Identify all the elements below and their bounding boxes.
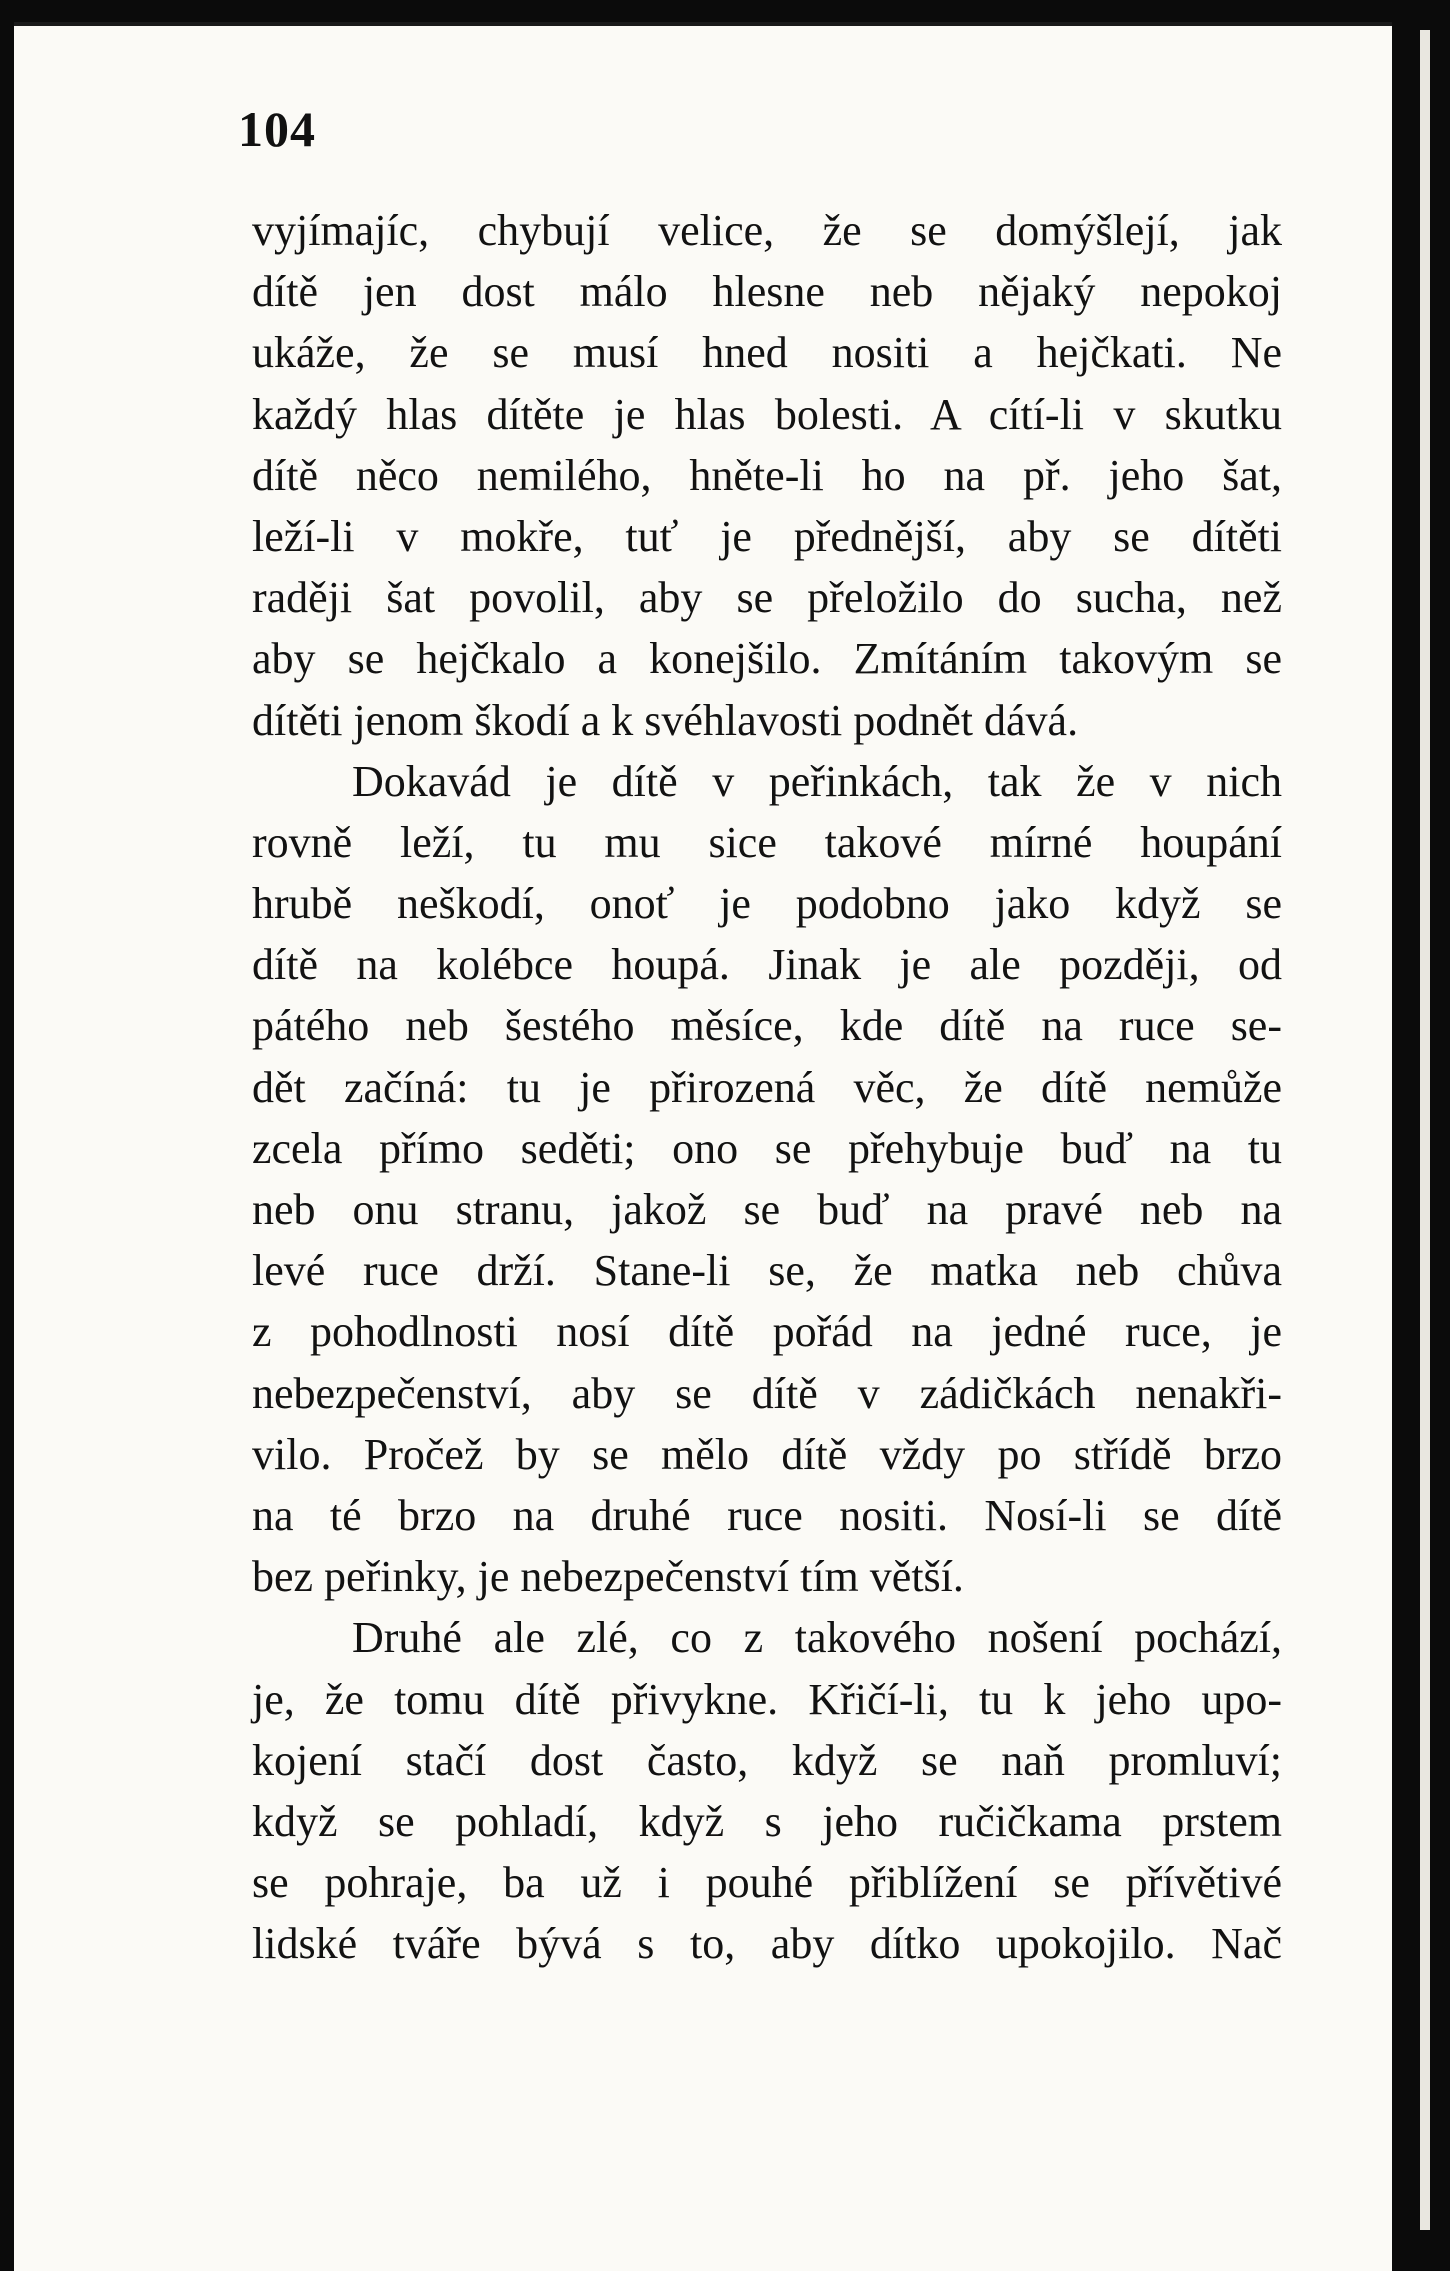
text-line: je, že tomu dítě přivykne. Křičí-li, tu k jeho upo- — [252, 1674, 1282, 1724]
text-line: dítěti jenom škodí a k svéhlavosti podnět dává. — [252, 695, 1079, 745]
paragraph-3 — [252, 1607, 1282, 1974]
text-line: když se pohladí, když s jeho ručičkama prstem — [252, 1796, 1282, 1846]
text-line: se pohraje, ba už i pouhé přiblížení se přívětivé — [252, 1858, 1282, 1908]
text-line: dítě na kolébce houpá. Jinak je ale později, od — [252, 940, 1282, 990]
text-line: Druhé ale zlé, co z takového nošení pochází, — [352, 1613, 1282, 1663]
text-line: každý hlas dítěte je hlas bolesti. A cítí-li v skutku — [252, 389, 1282, 439]
text-line: raději šat povolil, aby se přeložilo do sucha, než — [252, 573, 1282, 623]
text-line: levé ruce drží. Stane-li se, že matka neb chůva — [252, 1246, 1282, 1296]
text-line: ukáže, že se musí hned nositi a hejčkati. Ne — [252, 328, 1282, 378]
text-line: vilo. Pročež by se mělo dítě vždy po střídě brzo — [252, 1429, 1282, 1479]
text-line: zcela přímo seděti; ono se přehybuje buď na tu — [252, 1123, 1282, 1173]
text-line: na té brzo na druhé ruce nositi. Nosí-li se dítě — [252, 1490, 1282, 1540]
text-line: Dokavád je dítě v peřinkách, tak že v nich — [352, 756, 1282, 806]
text-line: neb onu stranu, jakož se buď na pravé neb na — [252, 1185, 1282, 1234]
body-text — [252, 200, 1282, 1974]
text-line: z pohodlnosti nosí dítě pořád na jedné ruce, je — [252, 1307, 1282, 1357]
text-line: lidské tváře bývá s to, aby dítko upokojilo. Nač — [252, 1919, 1282, 1969]
text-line: hrubě neškodí, onoť je podobno jako když se — [252, 879, 1282, 929]
text-line: pátého neb šestého měsíce, kde dítě na ruce se- — [252, 1001, 1282, 1051]
text-line: leží-li v mokře, tuť je přednější, aby se dítěti — [252, 511, 1282, 561]
page-number: 104 — [238, 101, 316, 157]
text-line: bez peřinky, je nebezpečenství tím větší. — [252, 1552, 964, 1602]
text-line: dět začíná: tu je přirozená věc, že dítě nemůže — [252, 1062, 1282, 1112]
text-line: vyjímajíc, chybují velice, že se domýšlejí, jak — [252, 206, 1282, 255]
text-line: dítě jen dost málo hlesne neb nějaký nepokoj — [252, 267, 1282, 317]
paragraph-2 — [252, 751, 1282, 1608]
paragraph-1 — [252, 200, 1282, 751]
text-line: rovně leží, tu mu sice takové mírné houpání — [252, 817, 1282, 867]
text-line: aby se hejčkalo a konejšilo. Zmítáním takovým se — [252, 634, 1282, 684]
text-line: nebezpečenství, aby se dítě v zádičkách nenakři- — [252, 1368, 1282, 1418]
adjacent-page-edge — [1420, 30, 1430, 2230]
text-line: kojení stačí dost často, když se naň promluví; — [252, 1735, 1282, 1785]
text-line: dítě něco nemilého, hněte-li ho na př. jeho šat, — [252, 450, 1282, 500]
